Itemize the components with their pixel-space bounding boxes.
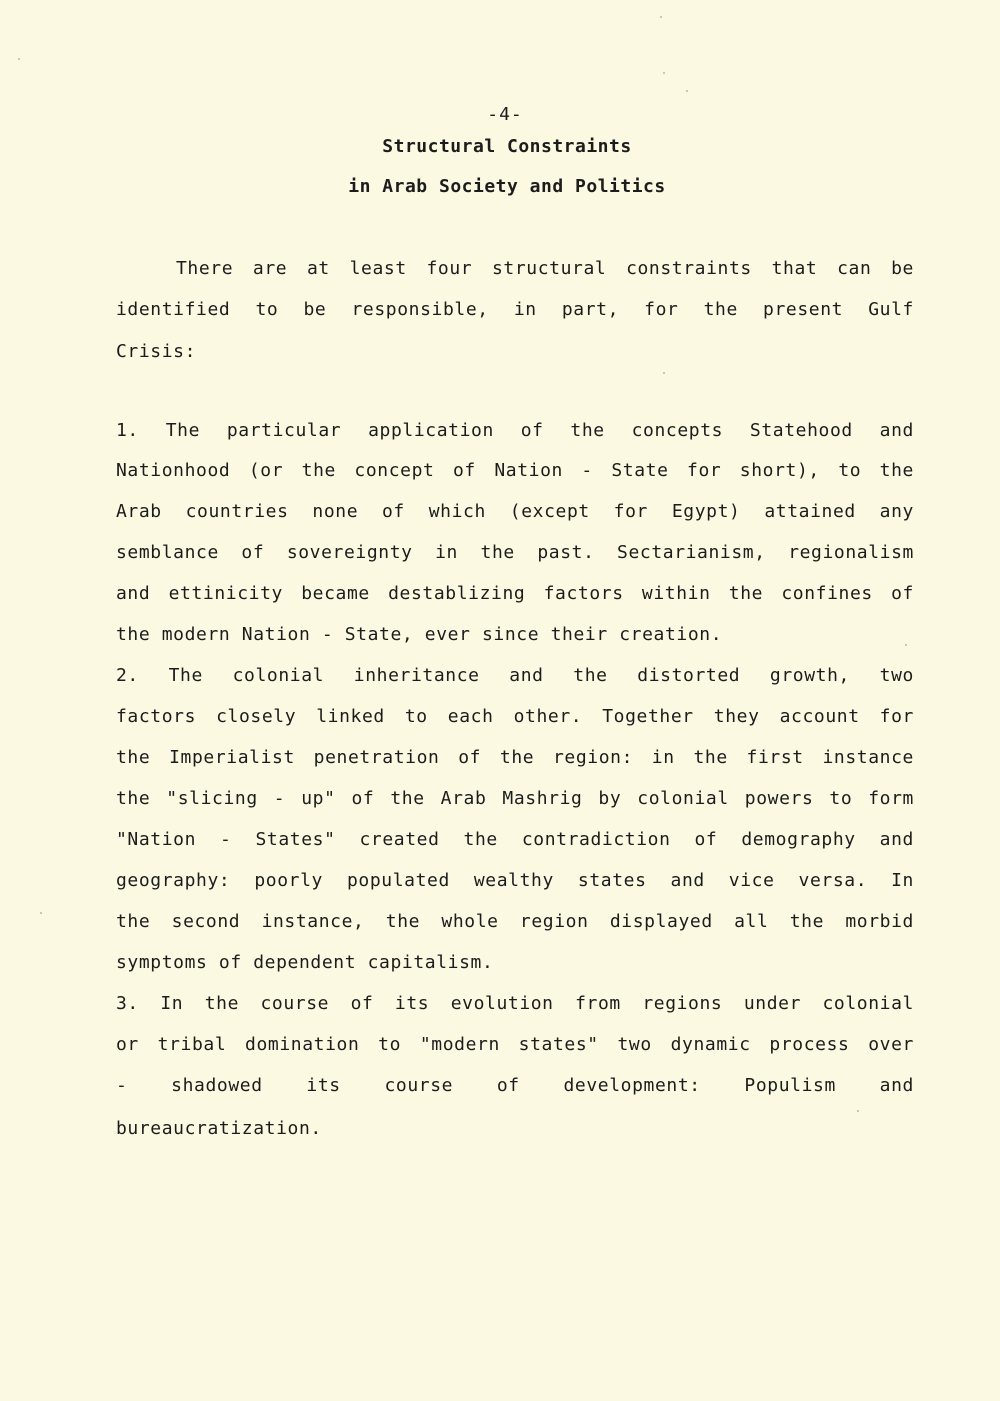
item2-line: the second instance, the whole region displayed all the morbid bbox=[116, 911, 914, 932]
intro-line: There are at least four structural constraints that can be bbox=[176, 258, 914, 279]
item3-line: bureaucratization. bbox=[116, 1118, 322, 1139]
intro-line: Crisis: bbox=[116, 341, 197, 362]
item2-line: geography: poorly populated wealthy states and vice versa. In bbox=[116, 870, 914, 891]
item1-line: semblance of sovereignty in the past. Sectarianism, regionalism bbox=[116, 542, 914, 563]
item1-line: Nationhood (or the concept of Nation - State for short), to the bbox=[116, 460, 914, 481]
item3-line: - shadowed its course of development: Populism and bbox=[116, 1075, 914, 1096]
scan-speck bbox=[660, 16, 662, 18]
item1-line: and ettinicity became destablizing factors within the confines of bbox=[116, 583, 914, 604]
item2-line: the "slicing - up" of the Arab Mashrig by colonial powers to form bbox=[116, 788, 914, 809]
item2-line: factors closely linked to each other. Together they account for bbox=[116, 706, 914, 727]
scan-speck bbox=[40, 912, 42, 914]
scan-speck bbox=[905, 644, 907, 646]
scan-speck bbox=[18, 58, 20, 60]
item2-line: symptoms of dependent capitalism. bbox=[116, 952, 494, 973]
item3-line: 3. In the course of its evolution from regions under colonial bbox=[116, 993, 914, 1014]
scan-speck bbox=[857, 1110, 859, 1112]
item1-line: 1. The particular application of the concepts Statehood and bbox=[116, 420, 914, 441]
item1-line: Arab countries none of which (except for Egypt) attained any bbox=[116, 501, 914, 522]
page-number: -4- bbox=[487, 104, 523, 125]
item2-line: "Nation - States" created the contradiction of demography and bbox=[116, 829, 914, 850]
item2-line: 2. The colonial inheritance and the distorted growth, two bbox=[116, 665, 914, 686]
item3-line: or tribal domination to "modern states" two dynamic process over bbox=[116, 1034, 914, 1055]
item2-line: the Imperialist penetration of the region: in the first instance bbox=[116, 747, 914, 768]
scan-speck bbox=[663, 372, 665, 374]
title-line-2: in Arab Society and Politics bbox=[348, 176, 666, 197]
item1-line: the modern Nation - State, ever since their creation. bbox=[116, 624, 723, 645]
scan-speck bbox=[663, 72, 665, 74]
intro-line: identified to be responsible, in part, for the present Gulf bbox=[116, 299, 914, 320]
title-line-1: Structural Constraints bbox=[382, 136, 632, 157]
scan-speck bbox=[686, 90, 688, 92]
